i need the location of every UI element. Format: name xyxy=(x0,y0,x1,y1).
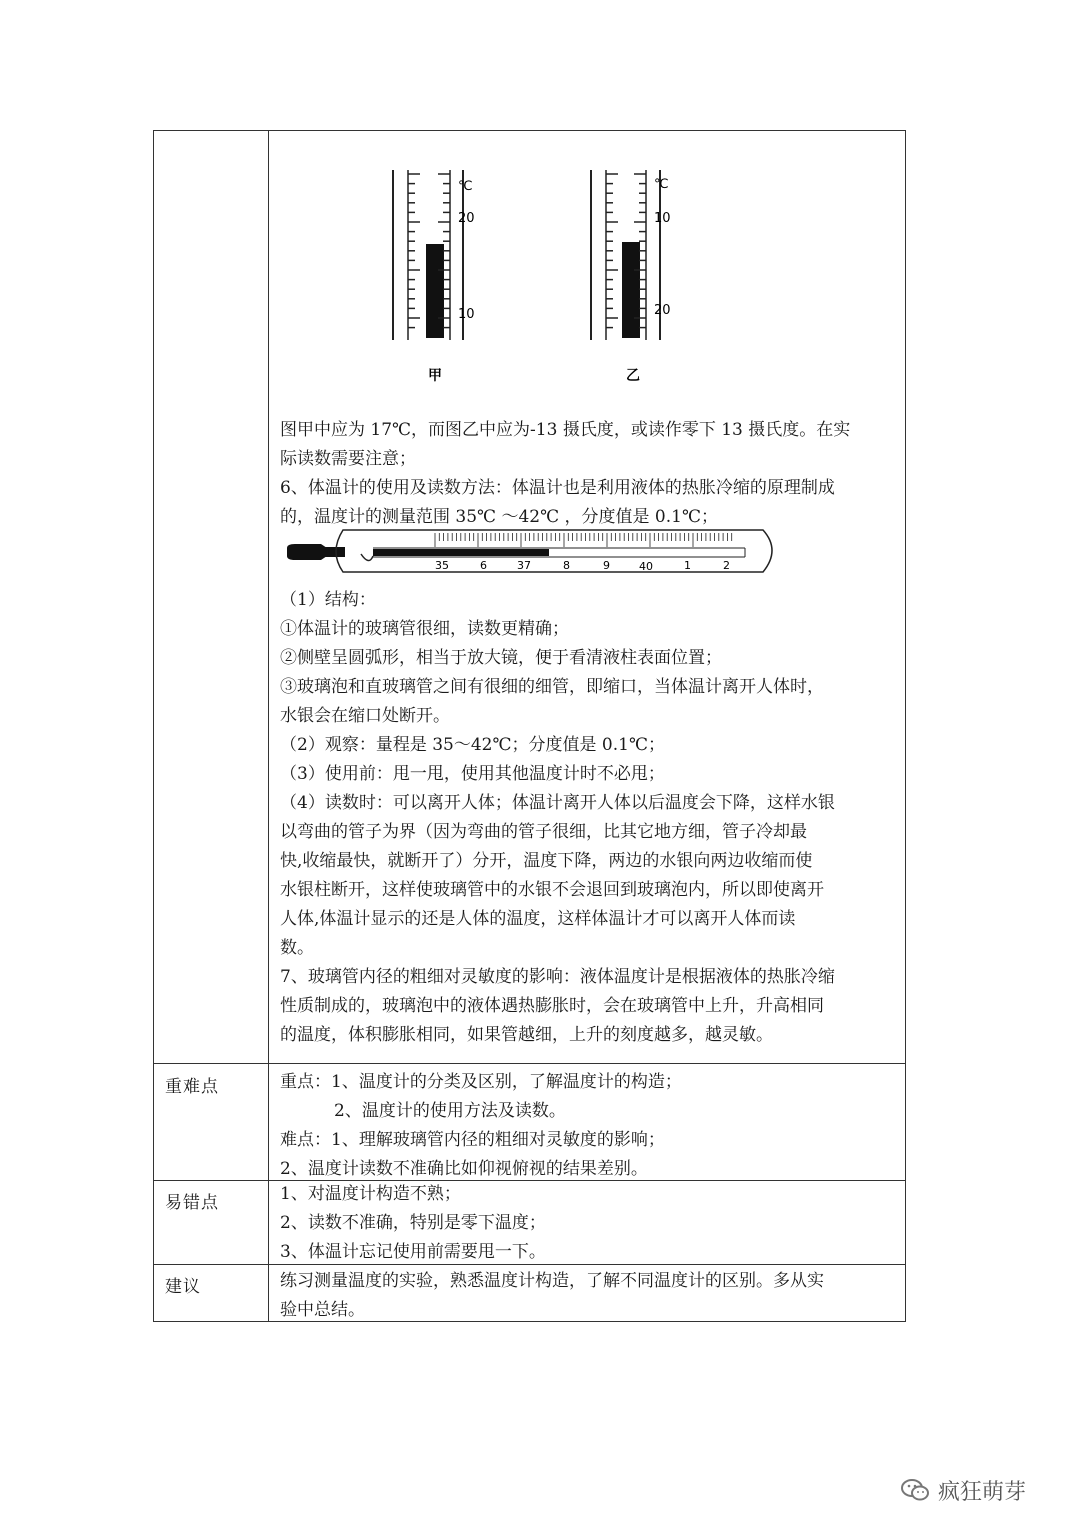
scale-label: 6 xyxy=(480,559,487,572)
thermometer-left xyxy=(393,170,475,384)
thermometer-figure xyxy=(340,160,700,390)
scale-label: 20 xyxy=(458,211,475,226)
text-line: 水银柱断开，这样使玻璃管中的水银不会退回到玻璃泡内，所以即使离开 xyxy=(280,880,824,900)
clinical-thermometer-figure xyxy=(283,526,785,578)
text-line: （2）观察：量程是 35～42℃；分度值是 0.1℃； xyxy=(280,735,665,755)
scale-label: 2 xyxy=(723,559,730,572)
text-line: 3、体温计忘记使用前需要甩一下。 xyxy=(280,1242,546,1262)
text-line: 水银会在缩口处断开。 xyxy=(280,706,450,726)
scale-label: 37 xyxy=(517,559,531,572)
row-label-key-points: 重难点 xyxy=(165,1077,219,1097)
caption-jia: 甲 xyxy=(428,368,442,384)
scale-label: 8 xyxy=(563,559,570,572)
table-column-divider xyxy=(268,130,269,1322)
row-label-suggestion: 建议 xyxy=(165,1277,201,1297)
scale-label: 35 xyxy=(435,559,449,572)
scale-label: 10 xyxy=(458,307,475,322)
text-line: 重点：1、温度计的分类及区别，了解温度计的构造； xyxy=(280,1072,682,1092)
thermometer-right xyxy=(591,170,671,384)
text-line: ③玻璃泡和直玻璃管之间有很细的细管，即缩口，当体温计离开人体时， xyxy=(280,677,824,697)
text-line: 7、玻璃管内径的粗细对灵敏度的影响：液体温度计是根据液体的热胀冷缩 xyxy=(280,967,835,987)
text-line: 2、温度计的使用方法及读数。 xyxy=(334,1101,566,1121)
unit-label: ℃ xyxy=(654,177,669,192)
key-points-content xyxy=(280,1068,900,1184)
text-line: 练习测量温度的实验，熟悉温度计构造，了解不同温度计的区别。多从实 xyxy=(280,1271,824,1291)
watermark xyxy=(900,1470,1060,1510)
table-row-divider xyxy=(153,1063,906,1064)
text-line: 难点：1、理解玻璃管内径的粗细对灵敏度的影响； xyxy=(280,1130,665,1150)
text-line: 的，温度计的测量范围 35℃ ～42℃ ，分度值是 0.1℃； xyxy=(280,507,718,527)
scale-label: 9 xyxy=(603,559,610,572)
text-line: （1）结构： xyxy=(280,590,376,610)
text-line: 2、读数不准确，特别是零下温度； xyxy=(280,1213,546,1233)
text-line: ①体温计的玻璃管很细，读数更精确； xyxy=(280,619,569,639)
text-line: 的温度，体积膨胀相同，如果管越细，上升的刻度越多，越灵敏。 xyxy=(280,1025,773,1045)
scale-label: 40 xyxy=(639,560,653,573)
text-line: ②侧壁呈圆弧形，相当于放大镜，便于看清液柱表面位置； xyxy=(280,648,722,668)
unit-label: ℃ xyxy=(458,179,473,194)
mistakes-content xyxy=(280,1180,900,1267)
watermark-text: 疯狂萌芽 xyxy=(938,1479,1027,1505)
scale-label: 20 xyxy=(654,303,671,318)
text-line: 2、温度计读数不准确比如仰视俯视的结果差别。 xyxy=(280,1159,648,1179)
suggestion-content xyxy=(280,1267,900,1325)
text-line: 以弯曲的管子为界（因为弯曲的管子很细，比其它地方细，管子冷却最 xyxy=(280,822,807,842)
text-line: 际读数需要注意； xyxy=(280,449,416,469)
row-label-mistakes: 易错点 xyxy=(165,1193,219,1213)
text-line: 人体,体温计显示的还是人体的温度，这样体温计才可以离开人体而读 xyxy=(280,909,796,929)
text-line: 快,收缩最快，就断开了）分开，温度下降，两边的水银向两边收缩而使 xyxy=(280,851,813,871)
wechat-icon xyxy=(900,1477,930,1503)
text-line: 6、体温计的使用及读数方法：体温计也是利用液体的热胀冷缩的原理制成 xyxy=(280,478,835,498)
text-line: （4）读数时：可以离开人体；体温计离开人体以后温度会下降，这样水银 xyxy=(280,793,835,813)
text-block-2 xyxy=(280,586,900,1050)
text-line: 验中总结。 xyxy=(280,1300,365,1320)
scale-label: 10 xyxy=(654,211,671,226)
caption-yi: 乙 xyxy=(626,368,640,384)
text-line: 1、对温度计构造不熟； xyxy=(280,1184,461,1204)
text-block-1 xyxy=(280,416,900,532)
text-line: 数。 xyxy=(280,938,314,958)
scale-label: 1 xyxy=(684,559,691,572)
text-line: 性质制成的，玻璃泡中的液体遇热膨胀时，会在玻璃管中上升，升高相同 xyxy=(280,996,824,1016)
text-line: 图甲中应为 17℃，而图乙中应为-13 摄氏度，或读作零下 13 摄氏度。在实 xyxy=(280,420,851,440)
text-line: （3）使用前：甩一甩，使用其他温度计时不必甩； xyxy=(280,764,665,784)
